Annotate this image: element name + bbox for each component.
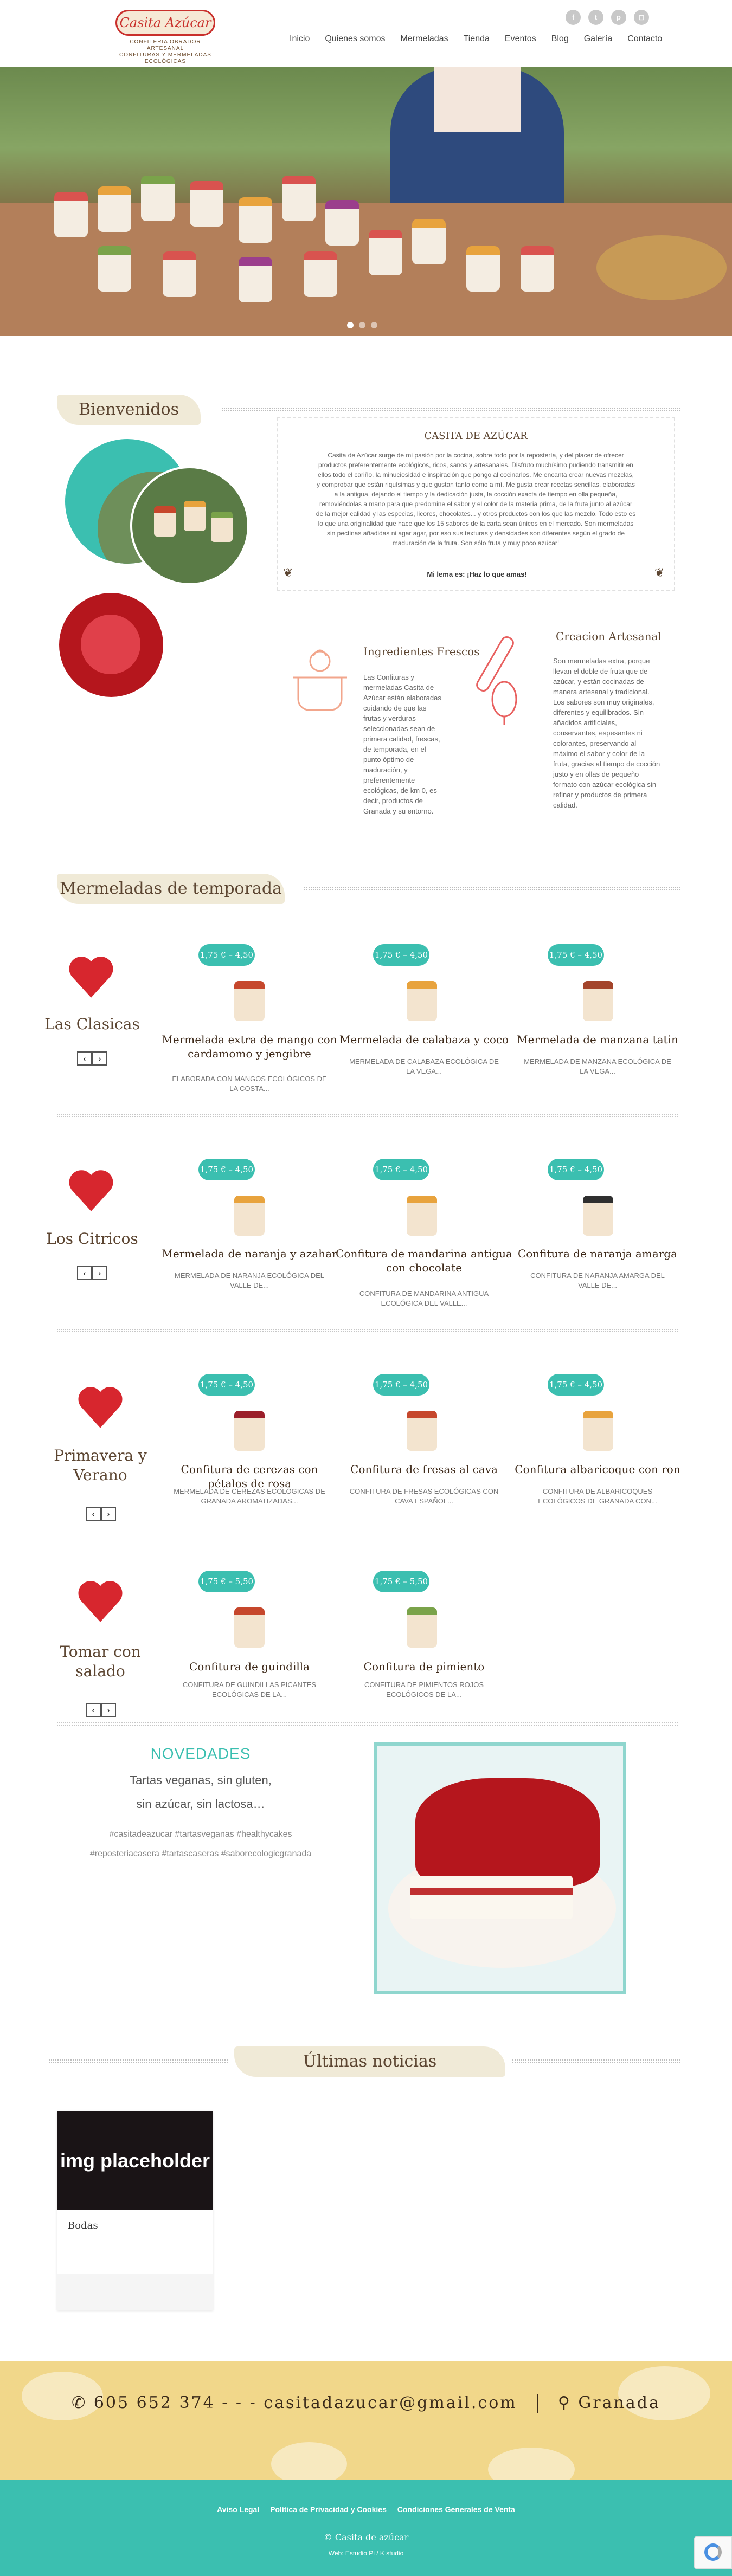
hero-jar bbox=[304, 251, 337, 297]
price-badge: 1,75 € – 4,50 € bbox=[373, 944, 429, 966]
feature-title-creacion: Creacion Artesanal bbox=[556, 630, 662, 643]
contact-divider bbox=[537, 2394, 538, 2413]
product-name[interactable]: Confitura de guindilla bbox=[189, 1660, 310, 1673]
product-image[interactable] bbox=[407, 1196, 437, 1236]
next-arrow-icon[interactable]: › bbox=[92, 1051, 107, 1066]
product-description: MERMELADA DE CEREZAS ECOLÓGICAS DE GRANADA AROMATIZADAS... bbox=[174, 1487, 325, 1505]
product-description: MERMELADA DE NARANJA ECOLÓGICA DEL VALLE DE... bbox=[175, 1271, 324, 1289]
novedades-title: NOVEDADES bbox=[150, 1745, 251, 1762]
product-name[interactable]: Mermelada de manzana tatin bbox=[517, 1033, 678, 1046]
carousel-arrows bbox=[86, 1703, 116, 1717]
price-badge: 1,75 € – 4,50 € bbox=[373, 1159, 429, 1180]
product-image[interactable] bbox=[583, 981, 613, 1021]
prev-arrow-icon[interactable]: ‹ bbox=[77, 1266, 92, 1280]
carousel-arrows bbox=[77, 1266, 107, 1280]
product-name[interactable]: Confitura albaricoque con ron bbox=[515, 1463, 680, 1476]
news-card-footer bbox=[57, 2274, 213, 2310]
rolling-pin-whisk-icon bbox=[461, 629, 531, 726]
slider-dot[interactable] bbox=[347, 322, 354, 328]
hero-jar bbox=[325, 200, 359, 246]
news-card-image[interactable]: img placeholder bbox=[57, 2111, 213, 2210]
slider-dot[interactable] bbox=[371, 322, 377, 328]
product-image[interactable] bbox=[234, 981, 265, 1021]
divider bbox=[512, 2059, 680, 2063]
hero-photo-blouse bbox=[434, 67, 521, 132]
hero-jar bbox=[239, 197, 272, 243]
footer-link-aviso-legal[interactable]: Aviso Legal bbox=[217, 2505, 260, 2514]
contact-email[interactable]: casitadazucar@gmail.com bbox=[264, 2393, 517, 2412]
product-image[interactable] bbox=[583, 1411, 613, 1451]
divider bbox=[49, 2059, 228, 2063]
welcome-box-title: CASITA DE AZÚCAR bbox=[424, 430, 528, 442]
price-badge: 1,75 € – 4,50 € bbox=[548, 1374, 604, 1396]
novedades-hashtags-2: #reposteriacasera #tartascaseras #saborecologicgranada bbox=[89, 1849, 312, 1858]
recaptcha-badge[interactable] bbox=[694, 2536, 732, 2569]
logo-wordmark: Casita Azúcar bbox=[115, 10, 215, 36]
next-arrow-icon[interactable]: › bbox=[92, 1266, 107, 1280]
product-image[interactable] bbox=[407, 1607, 437, 1648]
news-card[interactable] bbox=[57, 2111, 213, 2310]
welcome-photo-jam bbox=[57, 591, 165, 699]
price-badge: 1,75 € – 5,50 € bbox=[373, 1571, 429, 1592]
instagram-icon[interactable]: ◻ bbox=[634, 10, 649, 25]
heart-icon bbox=[76, 1383, 125, 1432]
divider bbox=[57, 1114, 678, 1117]
product-description: CONFITURA DE FRESAS ECOLÓGICAS CON CAVA ESPAÑOL... bbox=[349, 1487, 499, 1505]
next-arrow-icon[interactable]: › bbox=[101, 1703, 116, 1717]
section-title-mermeladas: Mermeladas de temporada bbox=[57, 874, 285, 904]
footer-link-privacidad[interactable]: Política de Privacidad y Cookies bbox=[270, 2505, 387, 2514]
welcome-box-text: Casita de Azúcar surge de mi pasión por la cocina, sobre todo por la repostería, y del placer de ofrecer productos preferentemente ecológicos, ricos, sanos y artesanales. Disfruto muchísimo pudiendo transmitir en ellos todo el cariño, la minuciosidad e inspiración que pongo al cocinarlos. Me encanta crear nuevas mezclas, y comprobar que están riquísimas y que gustan tanto como a mí. Me gusta crear recetas sencillas, elaboradas a la antigua, dejando el tiempo y la dedicación justa, la cocción exacta de tiempo en olla pequeña, removiéndolas a mano para que predomine el sabor y el color de la materia prima, de la fruta junto al azúcar de la mejor calidad y las especias, licores, chocolates... y otros productos con los que las mezclo. Todo esto es lo que una originalidad que hace que los 15 sabores de la carta sean únicos en el mercado. Son mermeladas sin pectinas añadidas ni agar agar, por eso sus texturas y densidades son diferentes según el grado de maduración de la fruta. Son sólo fruta y muy poco azúcar! bbox=[316, 451, 636, 547]
hero-jar bbox=[190, 181, 223, 227]
product-description: CONFITURA DE NARANJA AMARGA DEL VALLE DE... bbox=[530, 1271, 665, 1289]
welcome-text-box bbox=[277, 417, 675, 591]
hero-jar bbox=[141, 176, 175, 221]
product-image[interactable] bbox=[583, 1196, 613, 1236]
divider bbox=[222, 408, 680, 411]
product-name[interactable]: Confitura de naranja amarga bbox=[517, 1247, 678, 1260]
welcome-motto: Mi lema es: ¡Haz lo que amas! bbox=[427, 570, 527, 578]
section-title-noticias: Últimas noticias bbox=[234, 2046, 505, 2077]
hero-jar bbox=[98, 186, 131, 232]
contact-band bbox=[0, 2361, 732, 2480]
feature-title-ingredientes: Ingredientes Frescos bbox=[363, 645, 480, 658]
footer-link-condiciones[interactable]: Condiciones Generales de Venta bbox=[397, 2505, 515, 2514]
price-badge: 1,75 € – 4,50 € bbox=[548, 944, 604, 966]
nav-item-galeria[interactable]: Galería bbox=[583, 34, 613, 43]
price-badge: 1,75 € – 4,50 € bbox=[548, 1159, 604, 1180]
site-header bbox=[0, 0, 732, 67]
contact-line bbox=[0, 2393, 732, 2413]
nav-item-contacto[interactable]: Contacto bbox=[627, 34, 663, 43]
welcome-photo-jars bbox=[130, 466, 249, 585]
product-name[interactable]: Confitura de cerezas con pétalos de rosa bbox=[181, 1463, 318, 1490]
price-badge: 1,75 € – 4,50 € bbox=[373, 1374, 429, 1396]
product-image[interactable] bbox=[234, 1411, 265, 1451]
hero-photo-hat bbox=[596, 235, 727, 300]
heart-icon bbox=[76, 1577, 125, 1626]
phone-icon: ✆ bbox=[72, 2393, 87, 2412]
product-image[interactable] bbox=[407, 981, 437, 1021]
contact-separator: - - - bbox=[222, 2393, 257, 2412]
hero-jar bbox=[163, 251, 196, 297]
logo-tagline bbox=[111, 39, 220, 65]
pinterest-icon[interactable]: p bbox=[611, 10, 626, 25]
novedades-line-1: Tartas veganas, sin gluten, bbox=[130, 1773, 272, 1787]
carousel-arrows bbox=[77, 1051, 107, 1066]
price-badge: 1,75 € – 5,50 € bbox=[198, 1571, 255, 1592]
nav-item-mermeladas[interactable]: Mermeladas bbox=[400, 34, 448, 43]
main-nav bbox=[282, 33, 670, 46]
product-name[interactable]: Confitura de pimiento bbox=[363, 1660, 485, 1673]
product-description: MERMELADA DE CALABAZA ECOLÓGICA DE LA VEGA... bbox=[349, 1057, 499, 1075]
contact-phone[interactable]: 605 652 374 bbox=[93, 2393, 215, 2412]
footer-links bbox=[0, 2505, 732, 2514]
footer-copyright: © Casita de azúcar bbox=[323, 2532, 409, 2542]
product-name[interactable]: Confitura de fresas al cava bbox=[350, 1463, 498, 1476]
product-image[interactable] bbox=[234, 1196, 265, 1236]
site-logo[interactable] bbox=[111, 10, 220, 64]
product-name[interactable]: Mermelada de naranja y azahar bbox=[162, 1247, 337, 1260]
nav-item-tienda[interactable]: Tienda bbox=[463, 34, 490, 43]
next-arrow-icon[interactable]: › bbox=[101, 1507, 116, 1521]
carousel-arrows bbox=[86, 1507, 116, 1521]
footer-credit[interactable]: Web: Estudio Pi / K studio bbox=[328, 2549, 404, 2557]
product-image[interactable] bbox=[407, 1411, 437, 1451]
product-name[interactable]: Confitura de mandarina antigua con chocolate bbox=[336, 1247, 512, 1274]
hero-jar bbox=[369, 230, 402, 275]
social-links bbox=[566, 10, 649, 25]
divider bbox=[57, 1329, 678, 1332]
location-pin-icon: ⚲ bbox=[557, 2393, 572, 2412]
product-name[interactable]: Mermelada de calabaza y coco bbox=[339, 1033, 509, 1046]
hero-jar bbox=[98, 246, 131, 292]
recaptcha-icon bbox=[704, 2543, 722, 2561]
ornament-icon: ❦ bbox=[283, 566, 293, 579]
feature-text-creacion: Son mermeladas extra, porque llevan el doble de fruta que de azúcar, y están cocinadas de manera artesanal y tradicional. Los sabores son muy originales, diferentes y equilibrados. Sin añadidos artificiales, conservantes, espesantes ni colorantes, preservando al máximo el sabor y color de la fruta, gracias al tiempo de cocción justo y en ollas de pequeño formato con azúcar ecológica sin refinar y productos de primera calidad. bbox=[553, 657, 660, 809]
product-description: ELABORADA CON MANGOS ECOLÓGICOS DE LA COSTA... bbox=[172, 1075, 327, 1093]
slider-dot[interactable] bbox=[359, 322, 365, 328]
category-title: Los Citricos bbox=[46, 1230, 138, 1248]
logo-tagline-1: CONFITERIA OBRADOR ARTESANAL bbox=[130, 39, 201, 51]
product-description: CONFITURA DE GUINDILLAS PICANTES ECOLÓGICAS DE LA... bbox=[182, 1681, 317, 1699]
nav-item-quienes-somos[interactable]: Quienes somos bbox=[325, 34, 386, 43]
twitter-icon[interactable]: t bbox=[588, 10, 603, 25]
slider-dots bbox=[347, 322, 377, 328]
price-badge: 1,75 € – 4,50 € bbox=[198, 1159, 255, 1180]
nav-item-blog[interactable]: Blog bbox=[551, 34, 569, 43]
divider bbox=[57, 1722, 678, 1726]
product-name[interactable]: Mermelada extra de mango con cardamomo y jengibre bbox=[162, 1033, 337, 1060]
nav-item-eventos[interactable]: Eventos bbox=[504, 34, 536, 43]
teacup-decoration bbox=[488, 2448, 575, 2480]
facebook-icon[interactable]: f bbox=[566, 10, 581, 25]
hero-jar bbox=[521, 246, 554, 292]
heart-icon bbox=[67, 953, 115, 1002]
feature-text-ingredientes: Las Confituras y mermeladas Casita de Azúcar están elaboradas cuidando de que las frutas y verduras seleccionadas sean de primera calidad, frescas, de temporada, en el punto óptimo de maduración, y preferentemente ecológicas, de km 0, es decir, productos de Granada y su entorno. bbox=[363, 673, 441, 815]
product-description: MERMELADA DE MANZANA ECOLÓGICA DE LA VEGA... bbox=[524, 1057, 671, 1075]
category-title: Tomar con salado bbox=[60, 1643, 141, 1680]
ornament-icon: ❦ bbox=[654, 566, 665, 579]
hero-jar bbox=[282, 176, 316, 221]
product-image[interactable] bbox=[234, 1607, 265, 1648]
hero-jar bbox=[54, 192, 88, 237]
category-title: Primavera y Verano bbox=[54, 1447, 147, 1484]
product-description: CONFITURA DE PIMIENTOS ROJOS ECOLÓGICOS DE LA... bbox=[364, 1681, 484, 1699]
hero-jar bbox=[412, 219, 446, 264]
heart-icon bbox=[67, 1166, 115, 1215]
teacup-decoration bbox=[271, 2442, 347, 2480]
prev-arrow-icon[interactable]: ‹ bbox=[77, 1051, 92, 1066]
contact-city: Granada bbox=[578, 2393, 660, 2412]
price-badge: 1,75 € – 4,50 € bbox=[198, 1374, 255, 1396]
hero-jar bbox=[466, 246, 500, 292]
logo-tagline-2: CONFITURAS Y MERMELADAS ECOLÓGICAS bbox=[119, 52, 211, 64]
prev-arrow-icon[interactable]: ‹ bbox=[86, 1507, 101, 1521]
nav-item-inicio[interactable]: Inicio bbox=[290, 34, 310, 43]
price-badge: 1,75 € – 4,50 € bbox=[198, 944, 255, 966]
novedades-hashtags-1: #casitadeazucar #tartasveganas #healthycakes bbox=[109, 1830, 292, 1839]
section-title-bienvenidos: Bienvenidos bbox=[57, 395, 201, 425]
product-description: CONFITURA DE MANDARINA ANTIGUA ECOLÓGICA DEL VALLE... bbox=[359, 1289, 489, 1307]
cooking-pot-icon bbox=[287, 640, 352, 715]
news-card-title[interactable]: Bodas bbox=[68, 2220, 98, 2231]
novedades-cake-photo[interactable] bbox=[374, 1742, 626, 1994]
site-footer bbox=[0, 2480, 732, 2576]
category-title: Las Clasicas bbox=[44, 1015, 140, 1033]
hero-slider[interactable] bbox=[0, 67, 732, 336]
novedades-line-2: sin azúcar, sin lactosa… bbox=[136, 1797, 265, 1811]
product-description: CONFITURA DE ALBARICOQUES ECOLÓGICOS DE GRANADA CON... bbox=[538, 1487, 657, 1505]
hero-jar bbox=[239, 257, 272, 302]
prev-arrow-icon[interactable]: ‹ bbox=[86, 1703, 101, 1717]
divider bbox=[304, 887, 680, 890]
